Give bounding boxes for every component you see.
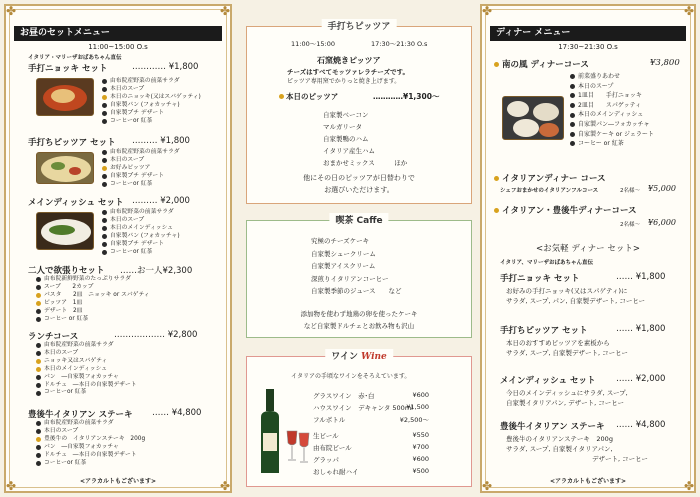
bullet-icon <box>36 343 41 348</box>
topping-item: マルガリータ <box>323 123 362 131</box>
set-item: パン ―自家製フォカッチャ <box>36 374 137 382</box>
alacarte-note: <アラカルトもございます> <box>549 478 627 485</box>
set-item: 由布院産野菜の前菜サラダ <box>102 149 180 157</box>
bullet-icon <box>102 95 107 100</box>
bullet-icon <box>102 158 107 163</box>
course-item: 自家製ケーキ or ジェラート <box>570 130 654 140</box>
course-price: ¥3,800 <box>650 58 680 68</box>
set-title: 豊後牛イタリアン ステーキ <box>28 410 133 420</box>
bullet-icon <box>102 182 107 187</box>
set-item: 自家製プチ デザート <box>102 173 180 181</box>
cafe-note: など自家製ドルチェとお飲み物も沢山 <box>303 322 415 330</box>
set-desc: デザート, コーヒー <box>592 455 648 463</box>
bullet-icon <box>494 208 499 213</box>
casual-title: <お気軽 ディナー セット> <box>536 244 640 254</box>
set-price: ……………… ¥2,800 <box>114 330 198 340</box>
bullet-icon <box>102 119 107 124</box>
set-desc: 自家製イタリアパン, デザート, コーヒー <box>506 399 624 407</box>
set-desc: サラダ, スープ, 自家製デザート, コーヒー <box>506 349 628 357</box>
wine-section <box>246 352 472 487</box>
course-price: ¥5,000 <box>648 184 676 193</box>
bullet-icon <box>494 62 499 67</box>
set-items <box>36 420 145 467</box>
topping-item: おまかせミックス ほか <box>323 159 408 167</box>
bullet-icon <box>36 293 41 298</box>
bullet-icon <box>279 94 284 99</box>
wine-price: ¥700 <box>412 443 429 451</box>
set-items <box>102 209 180 256</box>
ornament-icon: ✤ <box>5 4 17 18</box>
set-item: 本日のメインディッシュ <box>102 225 180 233</box>
bullet-icon <box>570 132 575 137</box>
pizza-desc: チーズはすべてモッツァレラチーズです。 <box>287 68 409 76</box>
set-items <box>36 342 137 397</box>
cafe-item: 究極のチーズケーキ <box>311 237 370 245</box>
pizza-title: 手打ちピッツア <box>322 19 397 32</box>
wine-title: ワイン Wine <box>325 349 393 362</box>
bullet-icon <box>36 429 41 434</box>
set-desc: 豊後牛のイタリアンステーキ 200g <box>506 435 613 443</box>
set-price: …… ¥4,800 <box>616 420 666 430</box>
set-item: デザート 2皿 <box>36 308 150 316</box>
set-item: 本日のスープ <box>36 428 145 436</box>
set-item: 本日のスープ <box>102 157 180 165</box>
pizza-toppings <box>323 109 407 169</box>
set-item: 自家製プチ デザート <box>102 110 201 118</box>
course-title: イタリアン・豊後牛ディナーコース <box>494 204 637 216</box>
bullet-icon <box>102 79 107 84</box>
lunch-time: 11:00~15:00 O.s <box>88 43 148 51</box>
ornament-icon: ✤ <box>683 4 695 18</box>
dinner-header: ディナー メニュー <box>490 26 686 41</box>
set-item: ドルチェ ―本日の自家製デザート <box>36 452 145 460</box>
bullet-icon <box>570 93 575 98</box>
course-item: 自家製パン―フォカッチャ <box>570 120 654 130</box>
set-price: …… ¥1,800 <box>616 272 666 282</box>
set-title: 手打ニョッキ セット <box>500 274 580 284</box>
cafe-item: 自家製シュークリーム <box>311 249 376 258</box>
set-title: 手打ちピッツア セット <box>28 138 116 148</box>
bullet-icon <box>102 87 107 92</box>
gnocchi-photo <box>36 78 94 116</box>
bullet-icon <box>36 359 41 364</box>
bullet-icon <box>102 174 107 179</box>
course-title: イタリアンディナー コース <box>494 172 606 184</box>
set-item: お好みピッツア <box>102 165 180 173</box>
course-title: 南の風 ディナーコース <box>494 58 589 70</box>
cafe-items <box>311 235 402 298</box>
wine-name: おしゃれ耐ハイ <box>313 468 359 476</box>
pizza-lunch-time: 11:00～15:00 <box>291 40 335 48</box>
course-item: 前菜盛りあわせ <box>570 72 654 82</box>
set-title: 手打ニョッキ セット <box>28 64 108 74</box>
cafe-note: 添加物を使わず地鶏の卵を使ったケーキ <box>300 310 418 318</box>
set-item: 由布院産野菜の前菜サラダ <box>36 420 145 428</box>
wine-name: グラスワイン 赤･白 <box>313 392 375 400</box>
cafe-item: 自家製季節のジュース など <box>311 287 402 295</box>
course-sub: シェフおまかせのイタリアンフルコース <box>500 188 599 194</box>
topping-item: 自家製ベーコン <box>323 111 369 119</box>
course-persons: 2名様～ <box>620 188 640 194</box>
set-item: 本日のスープ <box>102 217 180 225</box>
ornament-icon: ✤ <box>481 4 493 18</box>
bullet-icon <box>36 375 41 380</box>
bullet-icon <box>36 277 41 282</box>
set-item: コーヒー or 紅茶 <box>36 316 150 324</box>
pizza-note: お選びいただけます。 <box>324 186 394 194</box>
bullet-icon <box>36 351 41 356</box>
wine-name: 生ビール <box>313 432 339 440</box>
course-item: 本日のスープ <box>570 82 654 92</box>
set-item: 自家製プチ デザート <box>102 241 180 249</box>
wine-price: ¥600 <box>412 455 429 463</box>
bullet-icon <box>36 445 41 450</box>
lunch-subtitle: イタリア・マリーザおばあちゃん直伝 <box>28 55 122 61</box>
set-price: …… ¥2,000 <box>616 374 666 384</box>
bullet-icon <box>102 166 107 171</box>
bullet-icon <box>36 421 41 426</box>
bullet-icon <box>102 210 107 215</box>
bullet-icon <box>102 250 107 255</box>
wine-price: ¥600 <box>412 391 429 399</box>
main-dish-photo <box>36 212 94 250</box>
set-desc: 本日のおすすめピッツアを素板から <box>506 339 610 347</box>
bullet-icon <box>36 383 41 388</box>
bullet-icon <box>36 437 41 442</box>
set-item: 自家製パン (フォカッチャ) <box>102 102 201 110</box>
casual-subtitle: イタリア、マリーザおばあちゃん直伝 <box>500 260 594 266</box>
bullet-icon <box>36 309 41 314</box>
set-price: …… ¥4,800 <box>152 408 202 418</box>
pizza-photo <box>36 152 94 184</box>
set-item: 本日のニョッキ(又はスパゲッティ) <box>102 94 201 102</box>
lunch-panel <box>4 4 232 493</box>
bullet-icon <box>36 391 41 396</box>
bullet-icon <box>36 461 41 466</box>
ornament-icon: ✤ <box>219 4 231 18</box>
set-item: ピッツア 1皿 <box>36 300 150 308</box>
set-item: ニョッキ又はスパゲティ <box>36 358 137 366</box>
bullet-icon <box>102 218 107 223</box>
set-item: パン ―自家製フォカッチャ <box>36 444 145 452</box>
bullet-icon <box>36 367 41 372</box>
bullet-icon <box>102 234 107 239</box>
set-item: コーヒーor 紅茶 <box>102 181 180 189</box>
wine-name: フルボトル <box>313 416 346 424</box>
bullet-icon <box>36 453 41 458</box>
set-title: 二人で欲張りセット <box>28 266 105 276</box>
set-item: コーヒーor 紅茶 <box>102 118 201 126</box>
set-title: 豊後牛イタリアン ステーキ <box>500 422 605 432</box>
set-item: 本日のスープ <box>36 350 137 358</box>
wine-price: ¥1,500 <box>406 403 429 411</box>
bullet-icon <box>102 103 107 108</box>
set-title: メインディッシュ セット <box>500 376 596 386</box>
dinner-time: 17:30~21:30 O.s <box>558 43 618 51</box>
pizza-dinner-time: 17:30～21:30 O.s <box>371 40 428 48</box>
lunch-header: お昼のセットメニュー <box>14 26 222 41</box>
bullet-icon <box>102 111 107 116</box>
set-title: メインディッシュ セット <box>28 198 124 208</box>
topping-item: 自家製鴨のハム <box>323 135 369 143</box>
set-price: ………… ¥1,800 <box>132 62 199 72</box>
set-items <box>102 78 201 125</box>
set-desc: サラダ, スープ, 自家製イタリアパン, <box>506 445 613 453</box>
wine-price: ¥550 <box>412 431 429 439</box>
wine-name: グラッパ <box>313 456 339 464</box>
course-items <box>570 72 654 149</box>
wine-intro: イタリアの手頃なワインをそろえています。 <box>291 373 411 380</box>
ornament-icon: ✤ <box>481 479 493 493</box>
set-desc: お好みの手打ニョッキ(又はスパゲティ)に <box>506 287 628 295</box>
set-price: ……お一人¥2,300 <box>120 266 193 276</box>
ornament-icon: ✤ <box>219 479 231 493</box>
course-price: ¥6,000 <box>648 218 676 227</box>
cafe-item: 自家製アイスクリーム <box>311 262 376 270</box>
set-item: 由布院野菜の前菜サラダ <box>102 209 180 217</box>
cafe-title: 喫茶 Caffe <box>329 213 388 226</box>
set-item: ドルチェ ―本日の自家製デザート <box>36 382 137 390</box>
pizza-section <box>246 22 472 204</box>
pizza-dish: 石窯焼きピッツア <box>317 56 381 65</box>
wine-glass-icon <box>285 429 311 469</box>
wine-price: ¥500 <box>412 467 429 475</box>
set-item: コーヒーor 紅茶 <box>36 460 145 468</box>
set-price: ……… ¥1,800 <box>132 136 190 146</box>
set-item: 由布院新鮮野菜のたっぷりサラダ <box>36 276 150 284</box>
set-price: ……… ¥2,000 <box>132 196 190 206</box>
dinner-panel <box>480 4 696 493</box>
set-desc: 今日のメインディッシュにサラダ, スープ, <box>506 389 628 397</box>
bullet-icon <box>570 122 575 127</box>
pizza-desc: ピッツア専用窯でかりっと焼き上げます。 <box>287 78 401 85</box>
set-item: 自家製パン (フォカッチャ) <box>102 233 180 241</box>
set-item: 由布院産野菜の前菜サラダ <box>102 78 201 86</box>
set-desc: サラダ, スープ, パン, 自家製デザート, コーヒー <box>506 297 646 305</box>
bullet-icon <box>102 242 107 247</box>
wine-price: ¥2,500～ <box>399 416 429 424</box>
today-pizza-price: …………¥1,300～ <box>373 92 440 101</box>
pizza-note: 他にその日のピッツアが日替わりで <box>303 174 415 182</box>
today-pizza-label: 本日のピッツア <box>279 91 338 102</box>
set-item: 由布院産野菜の前菜サラダ <box>36 342 137 350</box>
set-title: ランチコース <box>28 332 79 342</box>
bullet-icon <box>570 84 575 89</box>
cafe-item: 深煎りイタリアンコーヒー <box>311 274 389 283</box>
ornament-icon: ✤ <box>5 479 17 493</box>
dinner-course-photo <box>502 96 564 140</box>
wine-name: ハウスワイン デキャンタ 500ml <box>313 404 413 412</box>
set-item: スープ 2カップ <box>36 284 150 292</box>
bullet-icon <box>570 74 575 79</box>
bullet-icon <box>494 176 499 181</box>
bullet-icon <box>570 113 575 118</box>
course-persons: 2名様～ <box>620 222 640 228</box>
cafe-section <box>246 216 472 338</box>
topping-item: イタリア産生ハム <box>323 147 375 155</box>
bullet-icon <box>102 226 107 231</box>
course-item: 本日のメインディッシュ <box>570 110 654 120</box>
set-item: コーヒーor 紅茶 <box>102 249 180 257</box>
set-item: 豊後牛の イタリアンステーキ 200g <box>36 436 145 444</box>
set-price: …… ¥1,800 <box>616 324 666 334</box>
bullet-icon <box>570 141 575 146</box>
alacarte-note: <アラカルトもございます> <box>79 478 157 485</box>
bullet-icon <box>36 317 41 322</box>
set-title: 手打ちピッツア セット <box>500 326 588 336</box>
wine-name: 由布院ビール <box>313 444 352 452</box>
ornament-icon: ✤ <box>683 479 695 493</box>
bullet-icon <box>102 150 107 155</box>
course-item: コーヒー or 紅茶 <box>570 139 654 149</box>
wine-bottle-icon <box>255 387 285 477</box>
set-items <box>36 276 150 323</box>
bullet-icon <box>570 103 575 108</box>
bullet-icon <box>36 301 41 306</box>
set-item: パスタ 2皿 ニョッキ or スパゲティ <box>36 292 150 300</box>
set-item: 本日のメインディッシュ <box>36 366 137 374</box>
set-item: 本日のスープ <box>102 86 201 94</box>
set-items <box>102 149 180 189</box>
course-item: 2皿目 スパゲッティ <box>570 101 654 111</box>
course-item: 1皿目 手打ニョッキ <box>570 91 654 101</box>
set-item: コーヒーor 紅茶 <box>36 389 137 397</box>
bullet-icon <box>36 285 41 290</box>
